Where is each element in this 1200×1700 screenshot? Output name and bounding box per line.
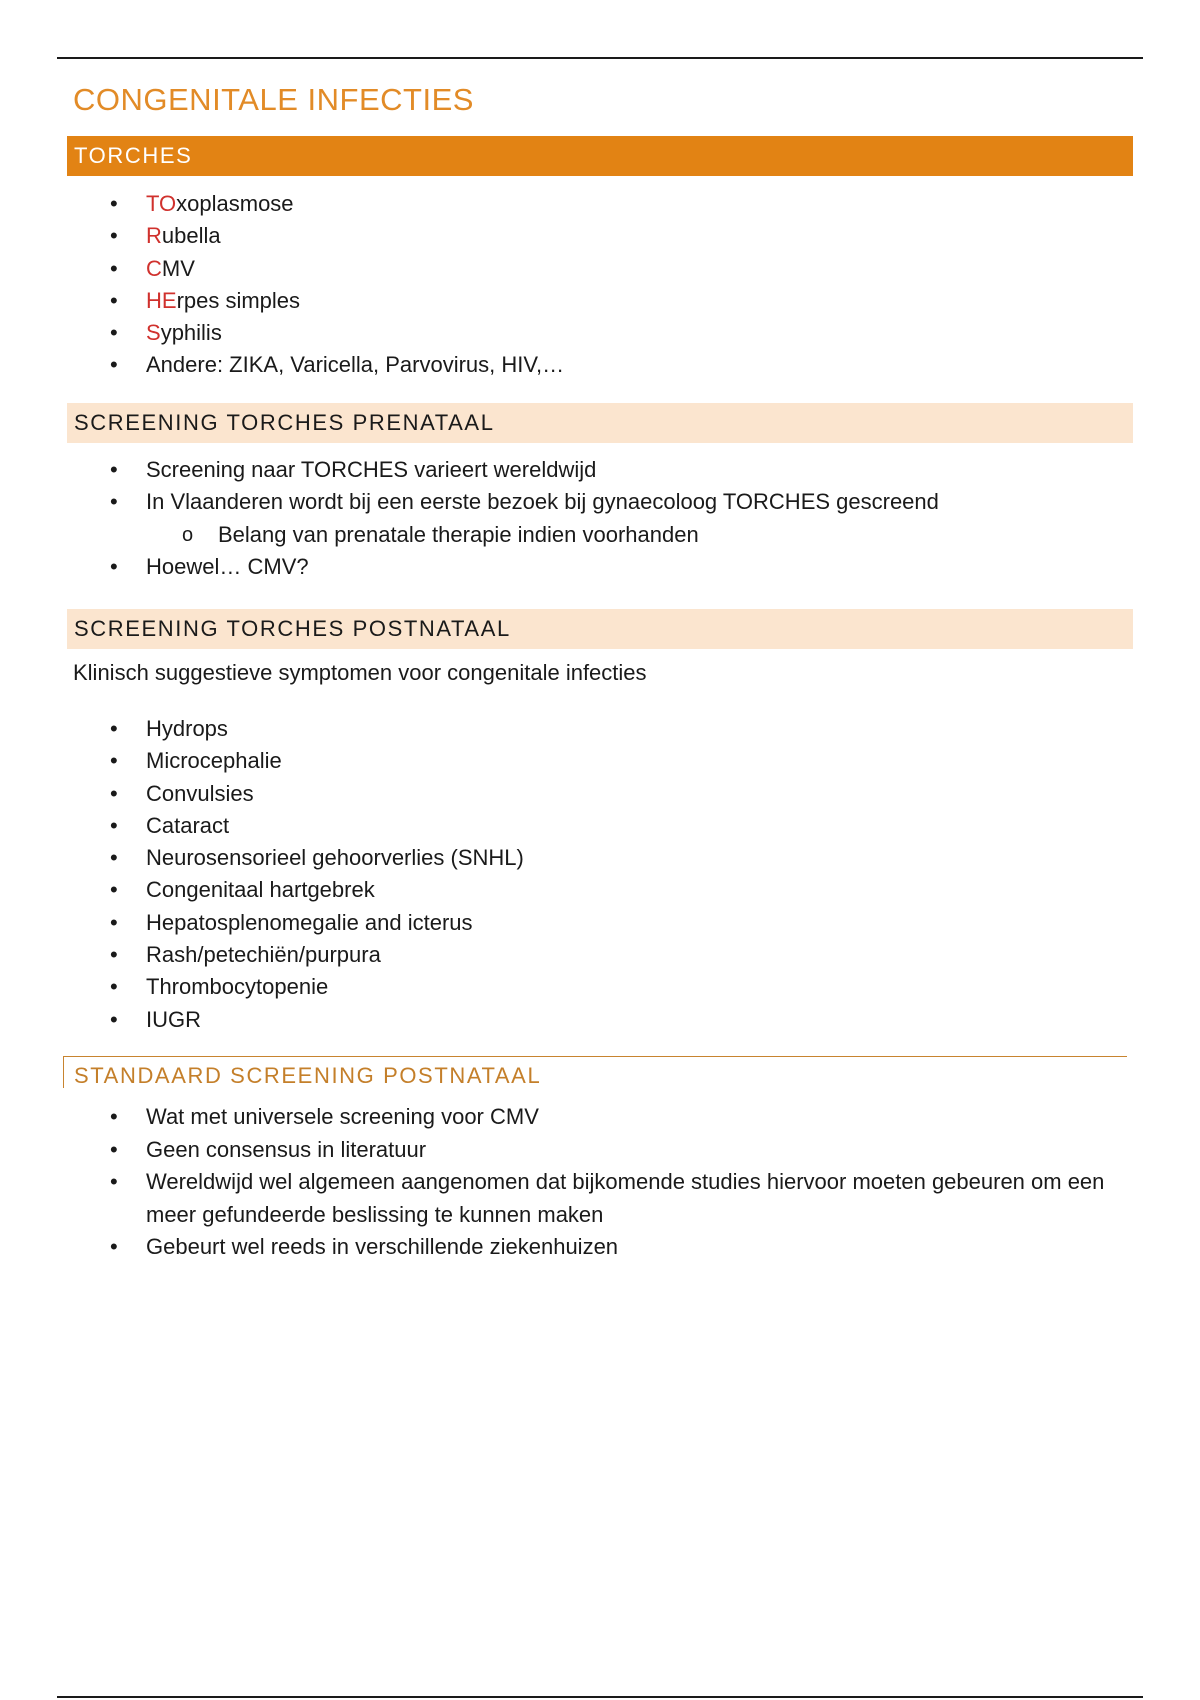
list-item-text: MV [161,255,195,281]
section-heading-prenatal: SCREENING TORCHES PRENATAAL [67,403,1133,443]
list-item: • Neurosensorieel gehoorverlies (SNHL) [110,842,524,874]
standard-list [110,1101,1130,1264]
list-item: • Convulsies [110,778,524,810]
list-item: • Screening naar TORCHES varieert wereldwijd [110,454,939,486]
list-item: • In Vlaanderen wordt bij een eerste bezoek bij gynaecoloog TORCHES gescreend [110,486,939,518]
page-top-rule [57,57,1143,59]
section-heading-standard: STANDAARD SCREENING POSTNATAAL [63,1056,1127,1088]
acronym-letters: R [146,223,162,249]
acronym-letters: TO [146,191,177,216]
list-item: • Geen consensus in literatuur [110,1134,1130,1167]
list-item [110,285,564,317]
page-title: CONGENITALE INFECTIES [73,82,474,117]
list-item: • Wereldwijd wel algemeen aangenomen dat bijkomende studies hiervoor moeten gebeuren om een meer gefundeerde beslissing te kunnen maken [110,1166,1130,1231]
acronym-letters: C [146,255,162,281]
prenatal-list [110,454,939,583]
list-item-text: rpes simples [176,287,301,313]
list-item: • Hoewel… CMV? [110,551,939,583]
list-item: • IUGR [110,1004,524,1036]
list-item: • Congenitaal hartgebrek [110,874,524,906]
list-item-text: yphilis [160,320,222,346]
list-item: • Microcephalie [110,745,524,777]
list-item: • Cataract [110,810,524,842]
symptoms-list [110,713,524,1036]
acronym-letters: S [146,320,161,346]
torches-list [110,188,564,382]
list-item-text: ubella [161,223,221,249]
section-heading-torches: TORCHES [67,136,1133,176]
list-item [110,220,564,252]
list-item: • Gebeurt wel reeds in verschillende ziekenhuizen [110,1231,1130,1264]
list-item: • Hydrops [110,713,524,745]
acronym-letters: HE [146,287,177,313]
list-item [110,317,564,349]
section-heading-postnatal: SCREENING TORCHES POSTNATAAL [67,609,1133,649]
list-item [110,188,564,220]
postnatal-intro: Klinisch suggestieve symptomen voor congenitale infecties [73,660,647,685]
list-item: • Hepatosplenomegalie and icterus [110,907,524,939]
sub-list-item: o Belang van prenatale therapie indien voorhanden [110,519,939,551]
list-item-text: Andere: ZIKA, Varicella, Parvovirus, HIV,… [146,352,565,378]
list-item: • Wat met universele screening voor CMV [110,1101,1130,1134]
list-item [110,253,564,285]
list-item [110,349,564,381]
page-bottom-rule [57,1696,1143,1698]
list-item: • Rash/petechiën/purpura [110,939,524,971]
list-item: • Thrombocytopenie [110,971,524,1003]
list-item-text: xoplasmose [176,191,294,216]
